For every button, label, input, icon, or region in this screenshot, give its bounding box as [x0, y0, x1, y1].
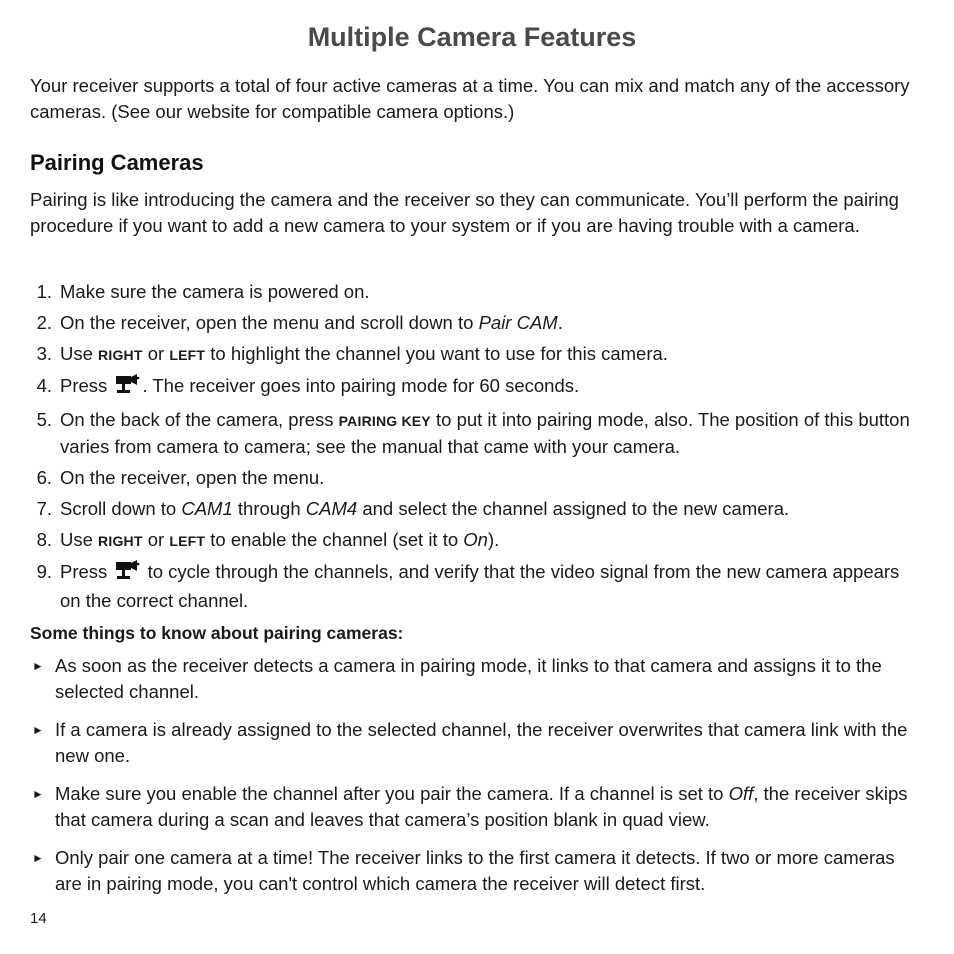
step-text: Scroll down to — [60, 498, 182, 519]
step-item — [30, 407, 914, 460]
step-text: ). — [487, 529, 500, 550]
bullet-arrow-icon: ► — [32, 723, 44, 737]
step-number: 5. — [36, 409, 52, 430]
step-text: Press — [60, 375, 113, 396]
step-number: 6. — [36, 467, 52, 488]
camera-key-icon — [114, 559, 140, 588]
step-text: through — [232, 498, 306, 519]
things-to-know-heading: Some things to know about pairing cameras: — [30, 623, 404, 643]
step-item — [30, 496, 914, 522]
step-text: to highlight the channel you want to use for this camera. — [205, 343, 668, 364]
bullet-text: If a camera is already assigned to the selected channel, the receiver overwrites that camera link with the new one. — [55, 719, 908, 766]
setting-value: Off — [728, 783, 754, 804]
step-text: On the receiver, open the menu. — [60, 467, 325, 488]
step-item — [30, 341, 914, 368]
key-label: LEFT — [169, 533, 206, 549]
step-item — [30, 465, 914, 491]
bullet-text: , the receiver skips that camera during a scan and leaves that camera’s position blank in quad view. — [55, 783, 908, 830]
menu-item-name: Pair CAM — [478, 312, 558, 333]
setting-value: On — [463, 529, 488, 550]
intro-paragraph: Your receiver supports a total of four active cameras at a time. You can mix and match any of the accessory cameras. (See our website for compatible camera options.) — [30, 75, 910, 122]
bullet-arrow-icon: ► — [32, 851, 44, 865]
key-label: RIGHT — [98, 347, 143, 363]
step-number: 9. — [36, 561, 52, 582]
step-item — [30, 373, 914, 402]
step-item — [30, 559, 914, 614]
step-item — [30, 310, 914, 336]
bullet-item — [30, 781, 914, 833]
bullet-item — [30, 717, 914, 769]
step-text: On the receiver, open the menu and scroll down to — [60, 312, 479, 333]
step-item — [30, 279, 914, 305]
step-text: Press — [60, 561, 113, 582]
section-heading: Pairing Cameras — [30, 150, 204, 175]
pairing-steps-list — [30, 279, 914, 619]
key-label: LEFT — [169, 347, 206, 363]
step-text: to cycle through the channels, and verify that the video signal from the new camera appears on the correct channel. — [60, 561, 900, 611]
step-number: 4. — [36, 375, 52, 396]
step-text: . The receiver goes into pairing mode for 60 seconds. — [142, 375, 580, 396]
step-text: to enable the channel (set it to — [205, 529, 464, 550]
bullet-text: Only pair one camera at a time! The receiver links to the first camera it detects. If two or more cameras are in pairing mode, you can't control which camera the receiver will detect first. — [55, 847, 895, 894]
step-number: 7. — [36, 498, 52, 519]
step-number: 1. — [36, 281, 52, 302]
bullet-item — [30, 653, 914, 705]
page-number: 14 — [30, 910, 47, 927]
bullet-item — [30, 845, 914, 897]
step-text: . — [557, 312, 563, 333]
things-to-know-list — [30, 653, 914, 909]
bullet-text: As soon as the receiver detects a camera in pairing mode, it links to that camera and assigns it to the selected channel. — [55, 655, 882, 702]
step-text: Make sure the camera is powered on. — [60, 281, 370, 302]
step-text: or — [142, 529, 170, 550]
step-text: or — [142, 343, 170, 364]
step-text: On the back of the camera, press — [60, 409, 339, 430]
menu-item-name: CAM4 — [305, 498, 358, 519]
step-text: and select the channel assigned to the new camera. — [357, 498, 790, 519]
step-text: Use — [60, 529, 99, 550]
step-number: 3. — [36, 343, 52, 364]
step-item — [30, 527, 914, 554]
bullet-text: Make sure you enable the channel after you pair the camera. If a channel is set to — [55, 783, 729, 804]
key-label: PAIRING KEY — [338, 413, 431, 429]
key-label: RIGHT — [98, 533, 143, 549]
menu-item-name: CAM1 — [181, 498, 233, 519]
step-number: 2. — [36, 312, 52, 333]
step-text: Use — [60, 343, 99, 364]
camera-key-icon — [114, 373, 140, 402]
page-title: Multiple Camera Features — [307, 22, 637, 52]
step-text: to put it into pairing mode, also. The position of this button varies from camera to camera; see the manual that came with your camera. — [60, 409, 910, 457]
section-description: Pairing is like introducing the camera and the receiver so they can communicate. You’ll perform the pairing procedure if you want to add a new camera to your system or if you are having trouble with a camera. — [30, 189, 899, 236]
step-number: 8. — [36, 529, 52, 550]
bullet-arrow-icon: ► — [32, 659, 44, 673]
bullet-arrow-icon: ► — [32, 787, 44, 801]
